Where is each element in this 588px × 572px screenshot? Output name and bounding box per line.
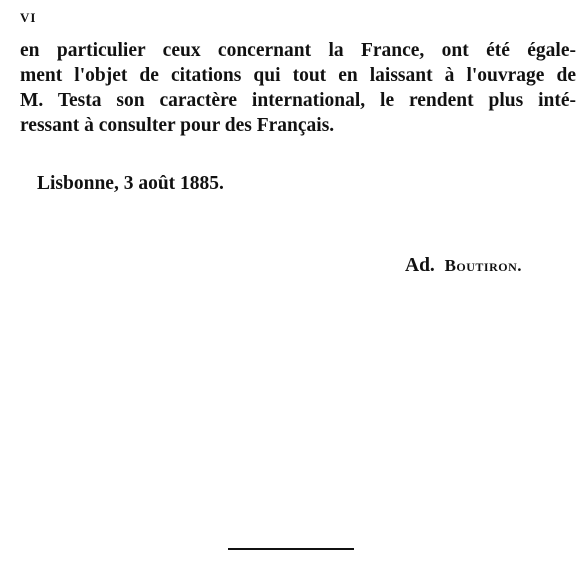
paragraph-line: M. Testa son caractère international, le rendent plus inté- [20,90,576,111]
body-paragraph [20,38,576,138]
paragraph-line: ressant à consulter pour des Français. [20,115,335,136]
paragraph-line: en particulier ceux concernant la France, ont été égale- [20,40,576,61]
paragraph-line: ment l'objet de citations qui tout en laissant à l'ouvrage de [20,65,576,86]
closing-rule [228,548,354,550]
dateline: Lisbonne, 3 août 1885. [37,173,224,194]
signature [405,255,522,277]
signature-surname: Boutiron. [444,256,522,275]
signature-initial: Ad. [405,255,435,276]
page-number: VI [20,10,37,25]
